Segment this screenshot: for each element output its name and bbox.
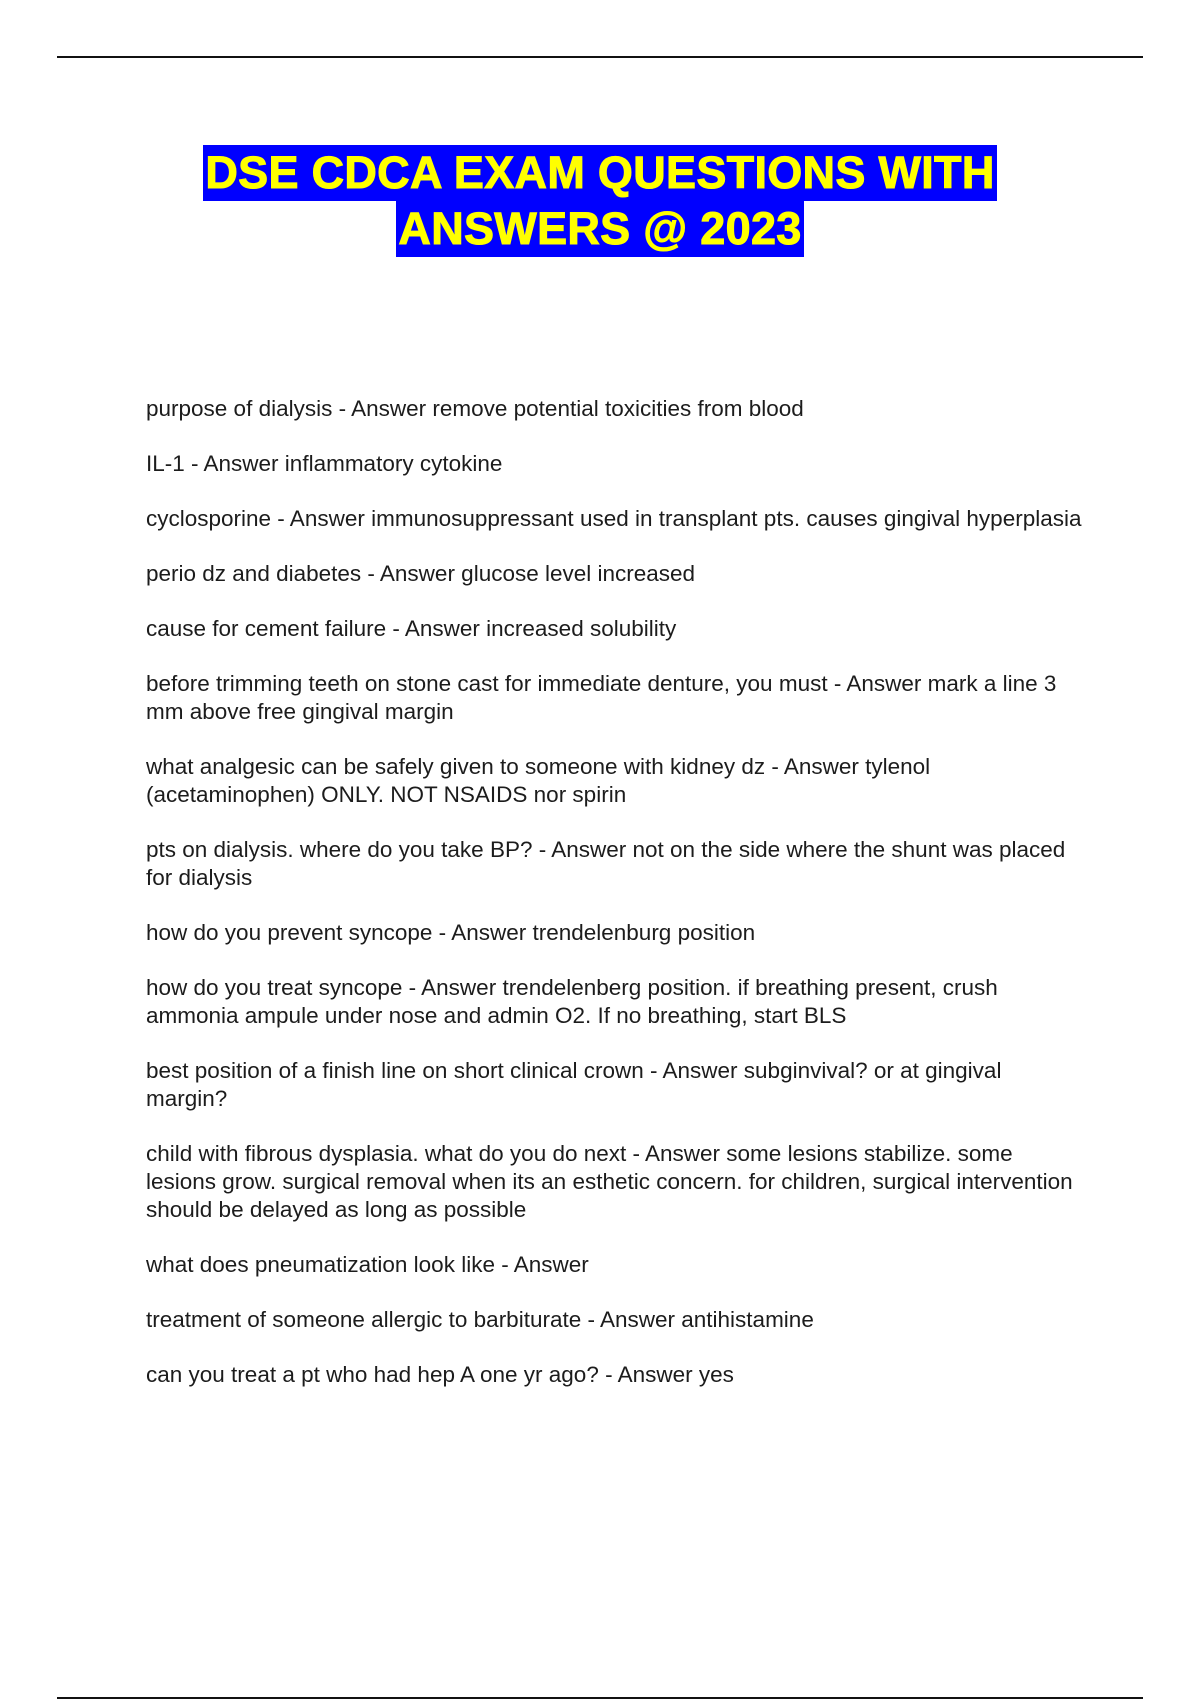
- qa-list: [146, 395, 1086, 1416]
- qa-item: purpose of dialysis - Answer remove potential toxicities from blood: [146, 396, 804, 421]
- qa-item: before trimming teeth on stone cast for immediate denture, you must - Answer mark a line 3 mm above free gingival margin: [146, 671, 1057, 724]
- qa-item: what does pneumatization look like - Answer: [146, 1252, 589, 1277]
- qa-item: what analgesic can be safely given to someone with kidney dz - Answer tylenol (acetaminophen) ONLY. NOT NSAIDS nor spirin: [146, 754, 931, 807]
- qa-item: best position of a finish line on short clinical crown - Answer subginvival? or at gingival margin?: [146, 1058, 1002, 1111]
- qa-item: pts on dialysis. where do you take BP? - Answer not on the side where the shunt was placed for dialysis: [146, 837, 1066, 890]
- qa-item: child with fibrous dysplasia. what do you do next - Answer some lesions stabilize. some lesions grow. surgical removal when its an esthetic concern. for children, surgical intervention should be delayed as long as possible: [146, 1141, 1073, 1222]
- qa-item: how do you treat syncope - Answer trendelenberg position. if breathing present, crush ammonia ampule under nose and admin O2. If no breathing, start BLS: [146, 975, 998, 1028]
- top-divider: [57, 56, 1143, 58]
- page-title: [0, 145, 1200, 257]
- qa-item: can you treat a pt who had hep A one yr ago? - Answer yes: [146, 1362, 734, 1387]
- bottom-divider: [57, 1697, 1143, 1699]
- qa-item: perio dz and diabetes - Answer glucose level increased: [146, 561, 696, 586]
- title-line-2: ANSWERS @ 2023: [396, 201, 803, 257]
- qa-item: IL-1 - Answer inflammatory cytokine: [146, 451, 503, 476]
- qa-item: cause for cement failure - Answer increased solubility: [146, 616, 677, 641]
- title-line-1: DSE CDCA EXAM QUESTIONS WITH: [203, 145, 996, 201]
- qa-item: treatment of someone allergic to barbiturate - Answer antihistamine: [146, 1307, 814, 1332]
- qa-item: how do you prevent syncope - Answer trendelenburg position: [146, 920, 756, 945]
- qa-item: cyclosporine - Answer immunosuppressant used in transplant pts. causes gingival hyperplasia: [146, 506, 1082, 531]
